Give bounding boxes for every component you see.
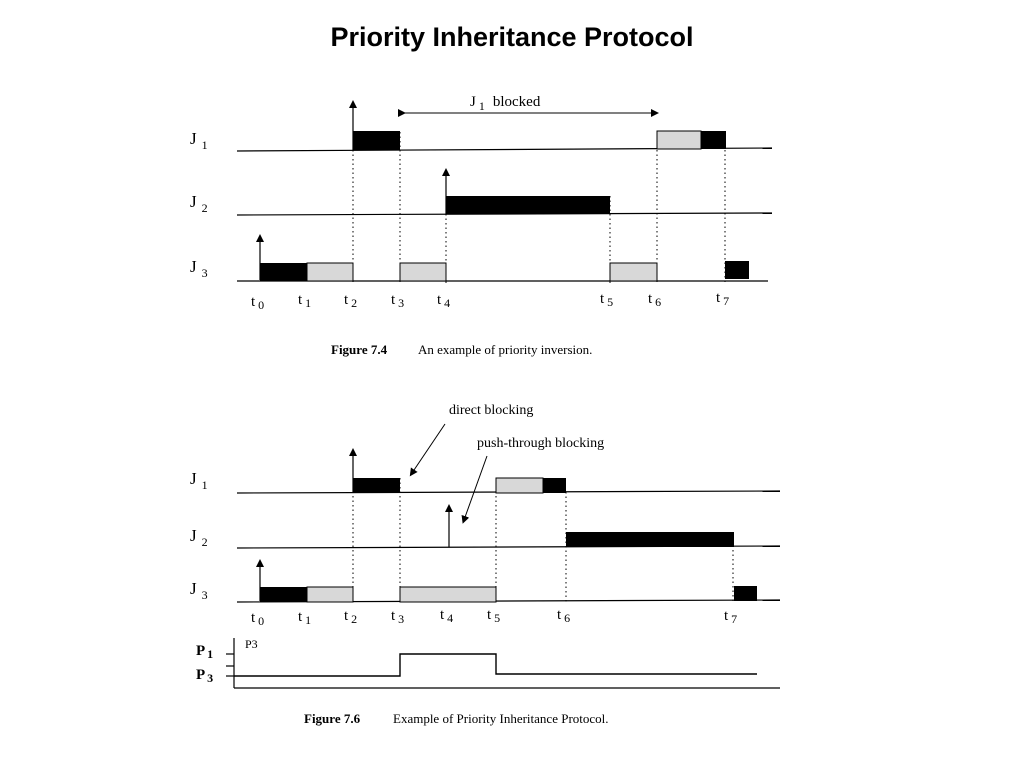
job-label-j1: J $_1$: [190, 129, 208, 152]
figure-7-4-caption-label: Figure 7.4: [331, 342, 388, 357]
tick-label-t6: t $_6$: [648, 291, 662, 309]
job-label-j3: J $_3$: [190, 257, 208, 280]
j3-execution-block: [260, 587, 307, 602]
job-label-j1: J $_1$: [190, 469, 208, 492]
j1-critical-section: [496, 478, 543, 493]
priority-label-p3: P $_3$: [196, 667, 214, 685]
j2-execution-block: [566, 532, 734, 547]
j1-execution-block: [543, 478, 566, 493]
j3-critical-section: [307, 587, 353, 602]
tick-label-t5: t $_5$: [600, 291, 614, 309]
j2-execution-block: [446, 196, 610, 214]
figure-7-4-caption-text: An example of priority inversion.: [418, 342, 593, 357]
push-through-blocking-pointer: [464, 456, 487, 520]
tick-label-t7: t $_7$: [724, 608, 738, 626]
j1-blocked-label: J $_1$ blocked: [470, 94, 541, 113]
tick-label-t0: t $_0$: [251, 610, 265, 628]
tick-label-t5: t $_5$: [487, 607, 501, 625]
figure-7-4: [190, 94, 772, 357]
tick-label-t7: t $_7$: [716, 290, 730, 308]
j3-critical-section: [610, 263, 657, 281]
tick-label-t4: t $_4$: [440, 607, 454, 625]
priority-top-label: P3: [245, 637, 258, 651]
slide-title: Priority Inheritance Protocol: [330, 22, 694, 52]
tick-label-t0: t $_0$: [251, 294, 265, 312]
tick-label-t1: t $_1$: [298, 292, 312, 310]
j1-execution-block: [701, 131, 726, 149]
figure-7-6-caption-text: Example of Priority Inheritance Protocol.: [393, 711, 609, 726]
j1-critical-section: [657, 131, 701, 149]
job-label-j2: J $_2$: [190, 526, 208, 549]
tick-label-t1: t $_1$: [298, 609, 312, 627]
j1-execution-block: [353, 131, 400, 150]
j1-execution-block: [353, 478, 400, 493]
j3-critical-section: [400, 263, 446, 281]
tick-label-t2: t $_2$: [344, 292, 358, 310]
figure-7-6-caption-label: Figure 7.6: [304, 711, 361, 726]
j3-execution-block: [734, 586, 757, 601]
priority-plot: [196, 637, 780, 688]
tick-label-t6: t $_6$: [557, 607, 571, 625]
j3-critical-section: [307, 263, 353, 281]
job-label-j3: J $_3$: [190, 579, 208, 602]
job-label-j2: J $_2$: [190, 192, 208, 215]
push-through-blocking-label: push-through blocking: [477, 436, 605, 451]
j3-execution-block: [260, 263, 307, 281]
priority-label-p1: P $_1$: [196, 643, 214, 661]
tick-label-t3: t $_3$: [391, 292, 405, 310]
direct-blocking-pointer: [412, 424, 445, 473]
j3-priority-trace: [234, 654, 757, 676]
j3-execution-block: [725, 261, 749, 279]
figure-7-6: [190, 403, 780, 726]
tick-label-t3: t $_3$: [391, 608, 405, 626]
j3-critical-section: [400, 587, 496, 602]
tick-label-t4: t $_4$: [437, 292, 451, 310]
direct-blocking-label: direct blocking: [449, 403, 534, 418]
tick-label-t2: t $_2$: [344, 608, 358, 626]
